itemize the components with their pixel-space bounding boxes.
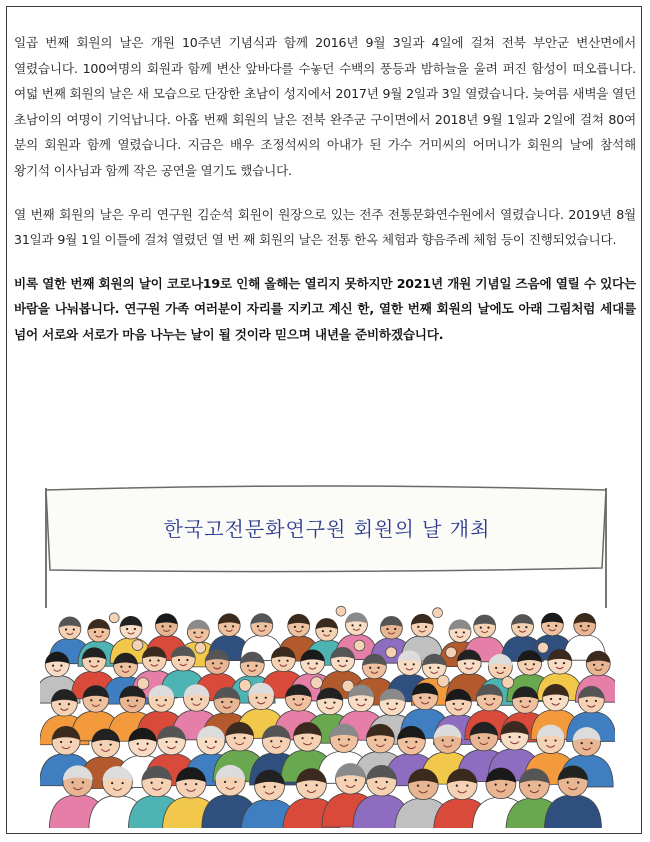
paragraph-10th-event: 열 번째 회원의 날은 우리 연구원 김순석 회원이 원장으로 있는 전주 전통문화연수원에서 열렸습니다. 2019년 8월 31일과 9월 1일 이틀에 걸쳐 열렸던 열 번 째 회원의 날은 전통 한옥 체험과 향음주례 체험 등이 진행되었습니다. xyxy=(14,206,636,248)
paragraph-11th-event-closing: 비록 열한 번째 회원의 날이 코로나19로 인해 올해는 열리지 못하지만 2021년 개원 기념일 즈음에 열릴 수 있다는 바람을 나눠봅니다. 연구원 가족 여러분이 자리를 지키고 계신 한, 열한 번째 회원의 날에도 아래 그림처럼 세대를 넘어 서로와 서로가 마음 나누는 날이 될 것이라 믿으며 내년을 준비하겠습니다. xyxy=(14,275,636,342)
paragraph-7th-to-9th-events: 일곱 번째 회원의 날은 개원 10주년 기념식과 함께 2016년 9월 3일과 4일에 걸쳐 전북 부안군 변산면에서 열렸습니다. 100여명의 회원과 함께 변산 앞바다를 수놓던 수백의 풍등과 밤하늘을 울려 퍼진 함성이 떠오릅니다. 여덟 번째 회원의 날은 새 모습으로 단장한 초남이 성지에서 2017년 9월 2일과 3일 열렸습니다. 늦여름 새벽을 열던 초남이의 여명이 기억납니다. 아홉 번째 회원의 날은 전북 완주군 구이면에서 2018년 9월 1일과 2일에 걸쳐 80여 분의 회원과 함께 열렸습니다. 지금은 배우 조정석씨의 아내가 된 가수 거미씨의 어머니가 회원의 날에 참석해 왕기석 이사님과 함께 작은 공연을 열기도 했습니다. xyxy=(14,35,636,178)
illustration-svg xyxy=(40,478,615,828)
crowd-of-members xyxy=(40,606,615,828)
members-day-illustration xyxy=(40,478,615,828)
banner-text: 한국고전문화연구원 회원의 날 개최 xyxy=(163,517,491,541)
article-body xyxy=(14,30,636,348)
